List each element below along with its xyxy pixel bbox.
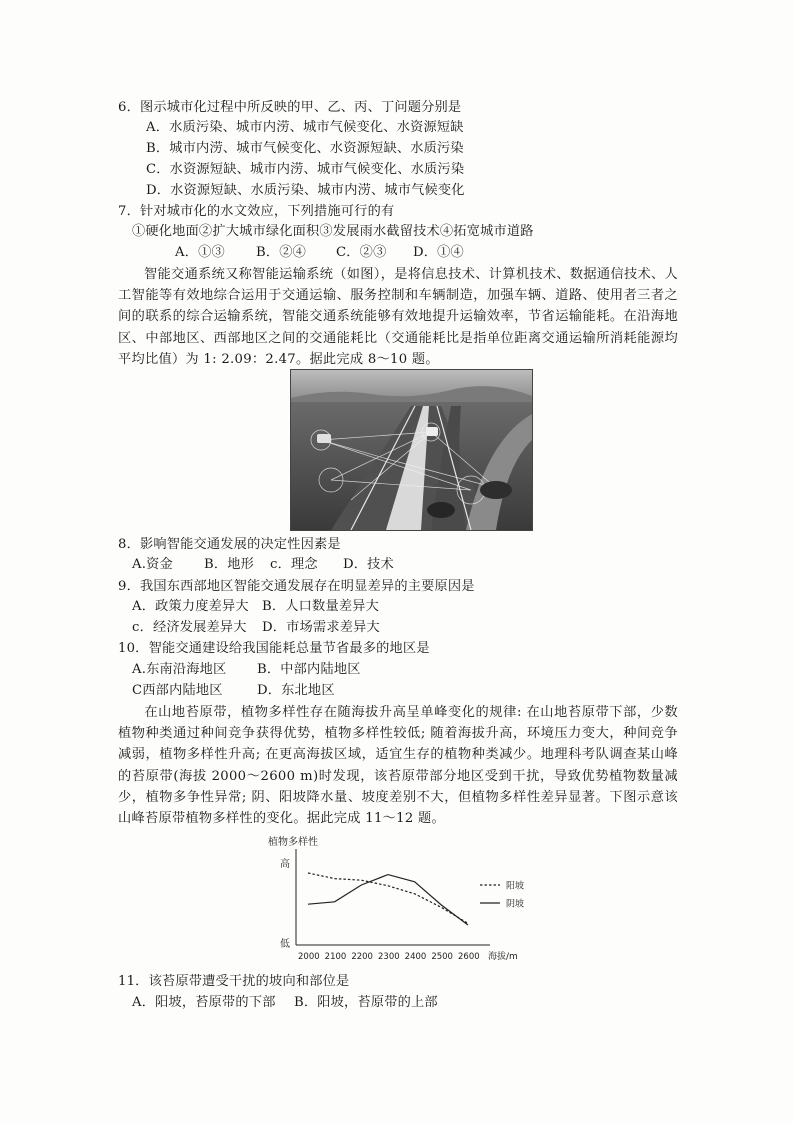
chart-legend-label: 阴坡: [506, 899, 525, 910]
q7-option-b: B．②④: [256, 245, 307, 260]
smart-highway-photo: [290, 369, 533, 531]
q9-option-b: B．人口数量差异大: [262, 599, 379, 614]
q9-option-c: c．经济发展差异大: [132, 620, 247, 635]
q7-option-d: D．①④: [413, 245, 464, 260]
q6-option-a: A．水质污染、城市内涝、城市气候变化、水资源短缺: [146, 120, 464, 135]
q8-option-d: D．技术: [343, 557, 394, 572]
passage-intelligent-transport-text: 智能交通系统又称智能运输系统（如图），是将信息技术、计算机技术、数据通信技术、人工智能等有效地综合运用于交通运输、服务控制和车辆制造，加强车辆、道路、使用者三者之间的联系的综合运输系统，智能交通系统能够有效地提升运输效率，节省运输能耗。在沿海地区、中部地区、西部地区之间的交通能耗比（交通能耗比是指单位距离交通运输所消耗能源均平均比值）为 1: 2.09：2.47。据此完成 8～10 题。: [118, 267, 678, 367]
chart-x-tick-label: 2200: [351, 952, 373, 962]
q8-option-c: c．理念: [270, 557, 318, 572]
q7-option-c: C．②③: [336, 245, 387, 260]
q10-option-a: A.东南沿海地区: [132, 662, 227, 677]
q11-option-b: B．阳坡，苔原带的上部: [294, 995, 438, 1010]
q7-items: ①硬化地面②扩大城市绿化面积③发展雨水截留技术④拓宽城市道路: [132, 224, 534, 239]
q10-stem: 10．智能交通建设给我国能耗总量节省最多的地区是: [118, 641, 430, 656]
chart-y-axis-label: 植物多样性: [268, 837, 318, 848]
passage-tundra-text: 在山地苔原带，植物多样性存在随海拔升高呈单峰变化的规律: 在山地苔原带下部，少数植物种类通过种间竞争获得优势，植物多样性较低; 随着海拔升高，环境压力变大，种间竞争减弱，植物多样性升高; 在更高海拔区域，适宜生存的植物种类减少。地理科考队调查某山峰的苔原带(海拔 2000～2600 m)时发现，该苔原带部分地区受到干扰，导致优势植物数量减少，植物多争性异常; 阴、阳坡降水量、坡度差别不大，但植物多样性差异显著。下图示意该山峰苔原带植物多样性的变化。据此完成 11～12 题。: [118, 705, 678, 827]
chart-x-tick-label: 2000: [298, 952, 320, 962]
plant-diversity-chart: [258, 831, 558, 971]
q10-option-b: B．中部内陆地区: [257, 662, 361, 677]
passage-intelligent-transport: [118, 264, 678, 370]
chart-x-tick-label: 2100: [324, 952, 347, 962]
chart-x-tick-label: 2600: [458, 952, 480, 962]
q6-option-b: B．城市内涝、城市气候变化、水资源短缺、水质污染: [146, 141, 464, 156]
q11-option-a: A．阳坡，苔原带的下部: [132, 995, 276, 1010]
chart-x-tick-label: 2300: [378, 952, 400, 962]
q7-stem: 7．针对城市化的水文效应，下列措施可行的有: [118, 204, 395, 219]
q11-stem: 11．该苔原带遭受干扰的坡向和部位是: [118, 974, 350, 989]
passage-tundra: [118, 702, 678, 829]
chart-series-line-2: [308, 875, 468, 925]
q9-stem: 9．我国东西部地区智能交通发展存在明显差异的主要原因是: [118, 579, 475, 594]
q8-stem: 8．影响智能交通发展的决定性因素是: [118, 537, 341, 552]
chart-x-axis-label: 海拔/m: [488, 952, 518, 962]
q6-option-c: C．水资源短缺、城市内涝、城市气候变化、水质污染: [146, 162, 465, 177]
q6-stem: 6．图示城市化过程中所反映的甲、乙、丙、丁问题分别是: [118, 100, 462, 115]
q6-option-d: D．水资源短缺、水质污染、城市内涝、城市气候变化: [146, 183, 465, 198]
plant-diversity-chart-svg: [258, 831, 558, 971]
q10-option-c: C西部内陆地区: [132, 683, 223, 698]
q7-option-a: A．①③: [175, 245, 225, 260]
chart-series-line-1: [308, 873, 468, 923]
q10-option-d: D．东北地区: [257, 683, 335, 698]
chart-x-tick-label: 2500: [431, 952, 453, 962]
chart-y-tick-low: 低: [280, 939, 290, 950]
chart-y-tick-high: 高: [280, 859, 290, 870]
q9-option-a: A．政策力度差异大: [132, 599, 249, 614]
q8-option-b: B．地形: [204, 557, 255, 572]
q8-option-a: A.资金: [132, 557, 173, 572]
chart-legend-label: 阳坡: [506, 881, 525, 892]
chart-x-tick-label: 2400: [404, 952, 427, 962]
q9-option-d: D．市场需求差异大: [262, 620, 380, 635]
